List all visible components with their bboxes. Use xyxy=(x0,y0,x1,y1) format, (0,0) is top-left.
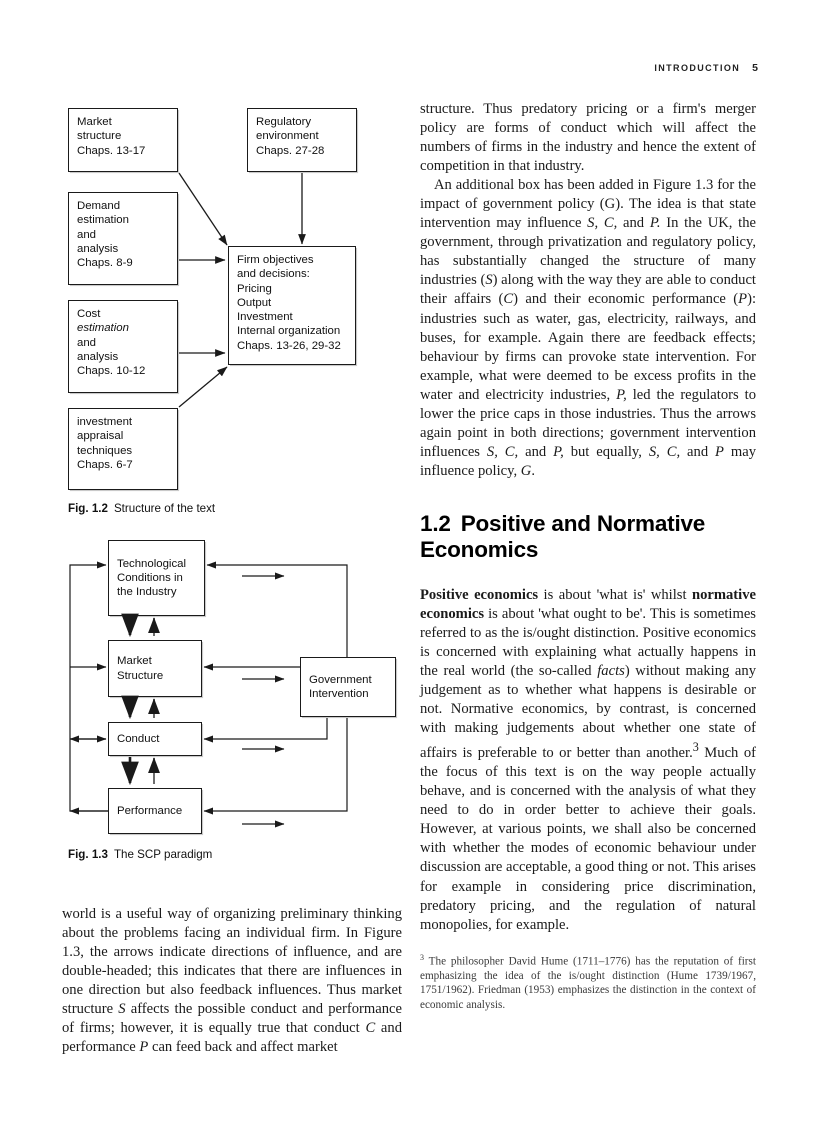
text-run-italic: S xyxy=(485,272,493,289)
text-run: and xyxy=(518,443,554,460)
fig12-box-line: Chaps. 6-7 xyxy=(77,458,133,471)
text-run-italic: P xyxy=(738,291,748,308)
fig12-box-line: Firm objectives xyxy=(237,254,314,266)
text-run-italic: G xyxy=(520,462,532,479)
text-run: world is a useful way of organizing preliminary thinking about the problems facing an individual firm. In Figure 1.3, the arrows indicate directions of influence, and are double-headed; this indicates that there are influences in one direction but also feedback influences. Thus market structure xyxy=(62,906,402,1018)
fig12-box-line: Chaps. 27-28 xyxy=(256,144,325,157)
fig13-box-market-structure xyxy=(108,640,202,697)
footnote-marker: 3 xyxy=(420,952,424,962)
fig13-box-line: Government xyxy=(309,673,372,686)
text-run: led the regulators to lower the price caps in those industries. Thus the arrows again point in both directions; government intervention influences xyxy=(420,386,756,460)
fig12-caption xyxy=(68,502,215,515)
fig13-box-performance xyxy=(108,788,202,834)
text-run: but equally, xyxy=(563,443,649,460)
fig13-box-line: Structure xyxy=(117,669,164,682)
page-number: 5 xyxy=(752,62,758,74)
right-column-text xyxy=(420,100,756,1012)
fig12-box-market-structure xyxy=(68,108,178,172)
fig13-caption-label: Fig. 1.3 xyxy=(68,848,108,861)
text-run: Much of the focus of this text is on the way people actually behave, and is concerned with the analysis of what they need to do in order better to achieve their goals. However, at various points, we shall also be concerned with whether the modes of economic behaviour under discussion are acceptable, a good thing or not. This arises for example in considering price discrimination, predatory pricing, and the regulation of natural monopolies, for example. xyxy=(420,745,756,933)
text-run: ) along with the way they are able to conduct their affairs ( xyxy=(420,272,756,308)
fig13-caption xyxy=(68,848,212,861)
fig12-box-firm-objectives xyxy=(228,246,356,365)
fig12-caption-label: Fig. 1.2 xyxy=(68,502,108,515)
fig13-box-line: Technological xyxy=(117,557,187,570)
running-head xyxy=(654,62,758,74)
fig12-box-line: Internal organization xyxy=(237,325,341,338)
fig12-box-line: appraisal xyxy=(77,430,124,443)
text-run-italic: S, C, xyxy=(648,443,681,460)
footnote-text: The philosopher David Hume (1711–1776) has the reputation of first emphasizing the idea of the is/ought distinction (Hume 1739/1967, 1751/1962). Friedman (1953) emphasizes the distinction in the context of economic analysis. xyxy=(420,955,756,1011)
text-run: is about 'what is' whilst xyxy=(538,586,692,603)
section-title: Positive and Normative Economics xyxy=(420,510,706,562)
fig12-box-line: Chaps. 10-12 xyxy=(77,365,146,378)
fig12-box-line: Pricing xyxy=(237,282,272,295)
fig12-box-line: Regulatory xyxy=(256,116,312,128)
text-run-italic: P, xyxy=(616,386,627,403)
text-run: affects the possible conduct and performance of firms; however, it is equally true that conduct xyxy=(62,1001,402,1037)
footnote xyxy=(420,951,756,1012)
text-run: and xyxy=(617,215,650,232)
text-run-italic: P, xyxy=(553,443,564,460)
fig12-box-line: environment xyxy=(256,130,319,143)
fig12-box-line: and decisions: xyxy=(237,268,310,281)
text-run-italic: S, C, xyxy=(486,443,519,460)
fig12-box-line: Chaps. 13-17 xyxy=(77,144,146,157)
fig12-box-investment-appraisal xyxy=(68,408,178,490)
right-paragraph-3 xyxy=(420,586,756,935)
fig13-caption-text: The SCP paradigm xyxy=(113,848,213,861)
text-run-italic: S, C, xyxy=(587,215,618,232)
text-run-italic: C xyxy=(365,1020,376,1037)
text-run: can feed back and affect market xyxy=(148,1039,338,1056)
fig13-box-line: Conduct xyxy=(117,732,160,745)
fig12-box-line: estimation xyxy=(77,214,129,227)
fig13-box-line: Market xyxy=(117,655,152,668)
fig13-box-government-intervention xyxy=(300,657,396,717)
fig12-box-line: structure xyxy=(77,130,122,143)
fig13-box-conduct xyxy=(108,722,202,756)
left-column-text xyxy=(62,905,402,1057)
fig12-box-line: estimation xyxy=(77,322,129,335)
text-run-bold: Positive economics xyxy=(420,586,539,603)
fig12-box-demand-estimation xyxy=(68,192,178,285)
section-heading xyxy=(420,511,756,563)
text-run: may influence policy, xyxy=(420,443,757,479)
fig12-box-line: Chaps. 8-9 xyxy=(77,257,133,270)
text-run: ) and their economic performance ( xyxy=(513,291,739,308)
figure-1-2 xyxy=(62,100,402,520)
text-run: In the UK, the government, through privatization and regulatory policy, has substantially changed the structure of many industries ( xyxy=(420,215,757,289)
fig12-box-cost-estimation xyxy=(68,300,178,393)
text-run-bold: normative economics xyxy=(420,586,756,622)
text-run: . xyxy=(531,462,535,479)
text-run-italic: P. xyxy=(649,215,661,232)
fig12-box-line: investment xyxy=(77,416,133,428)
fig12-box-line: analysis xyxy=(77,242,119,255)
fig12-box-line: analysis xyxy=(77,350,119,363)
text-run: An additional box has been added in Figure 1.3 for the impact of government policy (G). The idea is that state intervention may influence xyxy=(420,177,756,232)
text-run-italic: P xyxy=(715,443,724,460)
text-run: and xyxy=(680,443,716,460)
text-run: ) without making any judgement as to whether what happens is desirable or not. Normative economics, by contrast, is concerned with making judgements about whether one state of affairs is preferable to or better than another. xyxy=(420,663,756,762)
text-run-italic: P xyxy=(139,1039,149,1056)
text-run-italic: S xyxy=(118,1001,126,1018)
figure-1-3 xyxy=(62,536,407,871)
fig12-box-line: and xyxy=(77,336,97,349)
text-run: ): industries such as water, gas, electricity, railways, and buses, for example. Again there are feedback effects; behaviour by firms can provoke state intervention. For example, what were deemed to be excess profits in the water and electricity industries, xyxy=(420,291,756,403)
fig12-caption-text: Structure of the text xyxy=(113,502,216,515)
footnote-reference[interactable]: 3 xyxy=(692,740,699,755)
fig13-box-line: Performance xyxy=(117,804,183,817)
fig13-box-technological-conditions xyxy=(108,540,205,616)
fig12-box-regulatory-environment xyxy=(247,108,357,172)
text-run-italic: facts xyxy=(597,663,625,680)
right-paragraph-2 xyxy=(420,176,756,481)
fig12-box-line: Market xyxy=(77,116,112,128)
fig13-box-line: Conditions in xyxy=(117,571,183,584)
right-paragraph-1: structure. Thus predatory pricing or a firm's merger policy are forms of conduct which will affect the numbers of firms in the industry and hence the extent of competition in that industry. xyxy=(420,101,756,175)
text-run-italic: C xyxy=(503,291,514,308)
fig12-box-line: techniques xyxy=(77,444,133,457)
fig12-box-line: Demand xyxy=(77,200,121,212)
fig12-box-line: Chaps. 13-26, 29-32 xyxy=(237,339,341,352)
running-head-title: INTRODUCTION xyxy=(654,63,741,73)
section-number: 1.2 xyxy=(420,510,451,536)
fig12-box-line: Cost xyxy=(77,308,101,320)
text-run: and performance xyxy=(62,1020,402,1056)
fig12-box-line: and xyxy=(77,228,97,241)
fig12-box-line: Output xyxy=(237,296,272,309)
fig12-box-line: Investment xyxy=(237,311,293,324)
fig13-box-line: Intervention xyxy=(309,688,369,700)
fig13-box-line: the Industry xyxy=(117,586,177,599)
text-run: is about 'what ought to be'. This is sometimes referred to as the is/ought distinction. Positive economics is concerned with explaining what actually happens in the real world (the so-called xyxy=(420,605,756,680)
left-column-paragraph xyxy=(62,905,402,1057)
